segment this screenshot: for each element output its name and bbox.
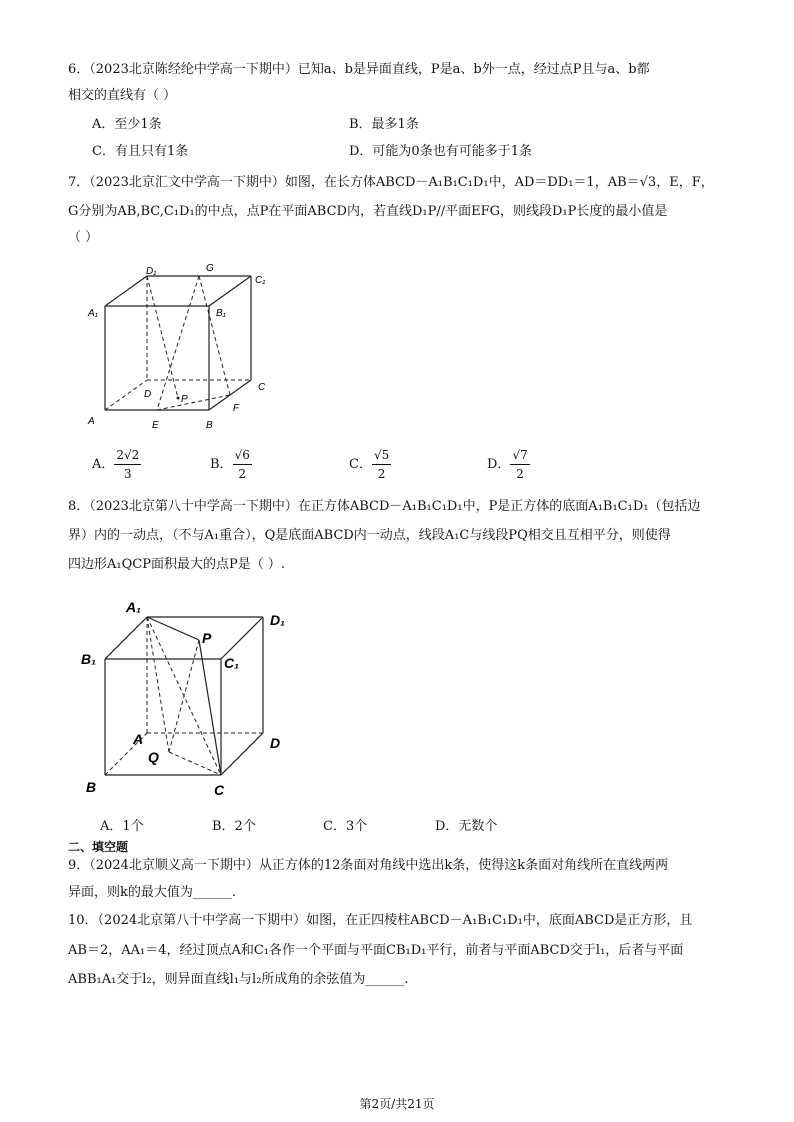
label-d1: D₁ <box>146 266 157 277</box>
q9-stem-line2: 异面，则k的最大值为______. <box>68 885 237 900</box>
q7-option-a-numerator: 2√2 <box>114 446 141 465</box>
q7-option-a-letter: A． <box>92 457 115 472</box>
q7-option-b <box>210 446 252 483</box>
edge-b1-c1 <box>209 276 251 306</box>
q10-stem-line2: AB＝2，AA₁＝4，经过顶点A和C₁各作一个平面与平面CB₁D₁平行，前者与平面ABCD交于l₁，后者与平面 <box>68 943 684 958</box>
q7-option-c <box>349 446 391 483</box>
q7-option-b-numerator: √6 <box>233 446 252 465</box>
q6-option-b: B．最多1条 <box>349 117 419 132</box>
label-c1: C₁ <box>224 655 240 671</box>
q8-cube-figure <box>78 595 308 805</box>
segment-g-e <box>157 276 199 410</box>
q8-option-c: C．3个 <box>323 819 368 834</box>
label-c: C <box>214 782 225 798</box>
q7-option-c-letter: C． <box>349 457 372 472</box>
label-d1: D₁ <box>270 612 286 628</box>
q7-option-a-fraction <box>114 446 141 483</box>
q7-stem-line2: G分别为AB,BC,C₁D₁的中点，点P在平面ABCD内，若直线D₁P//平面EFG，则线段D₁P长度的最小值是 <box>68 204 668 219</box>
label-d: D <box>144 389 152 400</box>
q7-cuboid-figure <box>80 255 300 435</box>
q8-stem-line2: 界）内的一动点，（不与A₁重合），Q是底面ABCD内一动点，线段A₁C与线段PQ相交且互相平分，则使得 <box>68 528 671 543</box>
q7-option-b-letter: B． <box>210 457 233 472</box>
label-e: E <box>152 420 159 431</box>
q7-option-a-denominator: 3 <box>124 467 132 481</box>
label-p: P <box>202 630 212 646</box>
q8-stem-line3: 四边形A₁QCP面积最大的点P是（ ）. <box>68 557 285 572</box>
label-b: B <box>86 779 97 795</box>
q8-stem-line1: 8．（2023北京第八十中学高一下期中）在正方体ABCD－A₁B₁C₁D₁中，P是正方体的底面A₁B₁C₁D₁（包括边 <box>68 499 701 514</box>
q7-option-d-denominator: 2 <box>516 467 524 481</box>
q7-stem-line1: 7．（2023北京汇文中学高一下期中）如图，在长方体ABCD－A₁B₁C₁D₁中，AD＝DD₁＝1，AB＝√3，E，F， <box>68 175 714 190</box>
q8-option-d: D．无数个 <box>435 819 498 834</box>
label-a1: A₁ <box>126 599 142 615</box>
label-a: A <box>88 416 95 427</box>
label-d: D <box>270 735 281 751</box>
q7-option-d-numerator: √7 <box>510 446 529 465</box>
q7-option-d-fraction <box>510 446 529 483</box>
point-p <box>177 397 180 400</box>
label-b1: B₁ <box>216 308 226 319</box>
q7-option-c-fraction <box>372 446 391 483</box>
q7-option-d <box>487 446 530 483</box>
edge-b1-a1 <box>105 617 147 659</box>
section-heading-fill-in: 二、填空题 <box>68 840 129 854</box>
q6-option-d: D．可能为0条也有可能多于1条 <box>349 144 532 159</box>
edge-c-d <box>221 733 263 775</box>
q10-stem-line1: 10．（2024北京第八十中学高一下期中）如图，在正四棱柱ABCD－A₁B₁C₁D₁中，底面ABCD是正方形，且 <box>68 913 693 928</box>
edge-a-d <box>105 380 147 410</box>
label-a: A <box>133 731 144 747</box>
q8-option-a: A．1个 <box>100 819 144 834</box>
q6-option-c: C．有且只有1条 <box>92 144 189 159</box>
edge-a1-d1 <box>105 276 147 306</box>
label-q: Q <box>148 749 159 765</box>
segment-q-c <box>169 752 221 775</box>
label-b: B <box>206 420 213 431</box>
segment-a1-p <box>147 617 199 640</box>
q6-stem-line2: 相交的直线有（ ） <box>68 88 177 103</box>
label-c1: C₁ <box>255 275 266 286</box>
q6-stem-line1: 6．（2023北京陈经纶中学高一下期中）已知a、b是异面直线，P是a、b外一点，经过点P且与a、b都 <box>68 62 650 77</box>
edge-c1-d1 <box>221 617 263 659</box>
q7-option-c-numerator: √5 <box>372 446 391 465</box>
q7-option-d-letter: D． <box>487 457 511 472</box>
segment-p-q <box>169 640 199 752</box>
q10-stem-line3: ABB₁A₁交于l₂，则异面直线l₁与l₂所成角的余弦值为______. <box>68 972 409 987</box>
q6-option-a: A．至少1条 <box>92 117 162 132</box>
segment-p-c <box>199 640 221 775</box>
q9-stem-line1: 9．（2024北京顺义高一下期中）从正方体的12条面对角线中选出k条，使得这k条面对角线所在直线两两 <box>68 858 669 873</box>
segment-a1-q <box>147 617 169 752</box>
q7-option-a <box>92 446 141 483</box>
q7-option-b-denominator: 2 <box>238 467 247 481</box>
page-number: 第2页/共21页 <box>359 1097 435 1111</box>
label-g: G <box>206 263 214 274</box>
label-p: P <box>181 394 188 405</box>
q7-option-c-denominator: 2 <box>377 467 386 481</box>
label-b1: B₁ <box>81 651 97 667</box>
q8-option-b: B．2个 <box>212 819 256 834</box>
label-a1: A₁ <box>88 308 98 319</box>
label-f: F <box>233 403 240 414</box>
q7-stem-line3: （ ） <box>68 230 99 245</box>
q7-option-b-fraction <box>233 446 252 483</box>
label-c: C <box>258 382 266 393</box>
